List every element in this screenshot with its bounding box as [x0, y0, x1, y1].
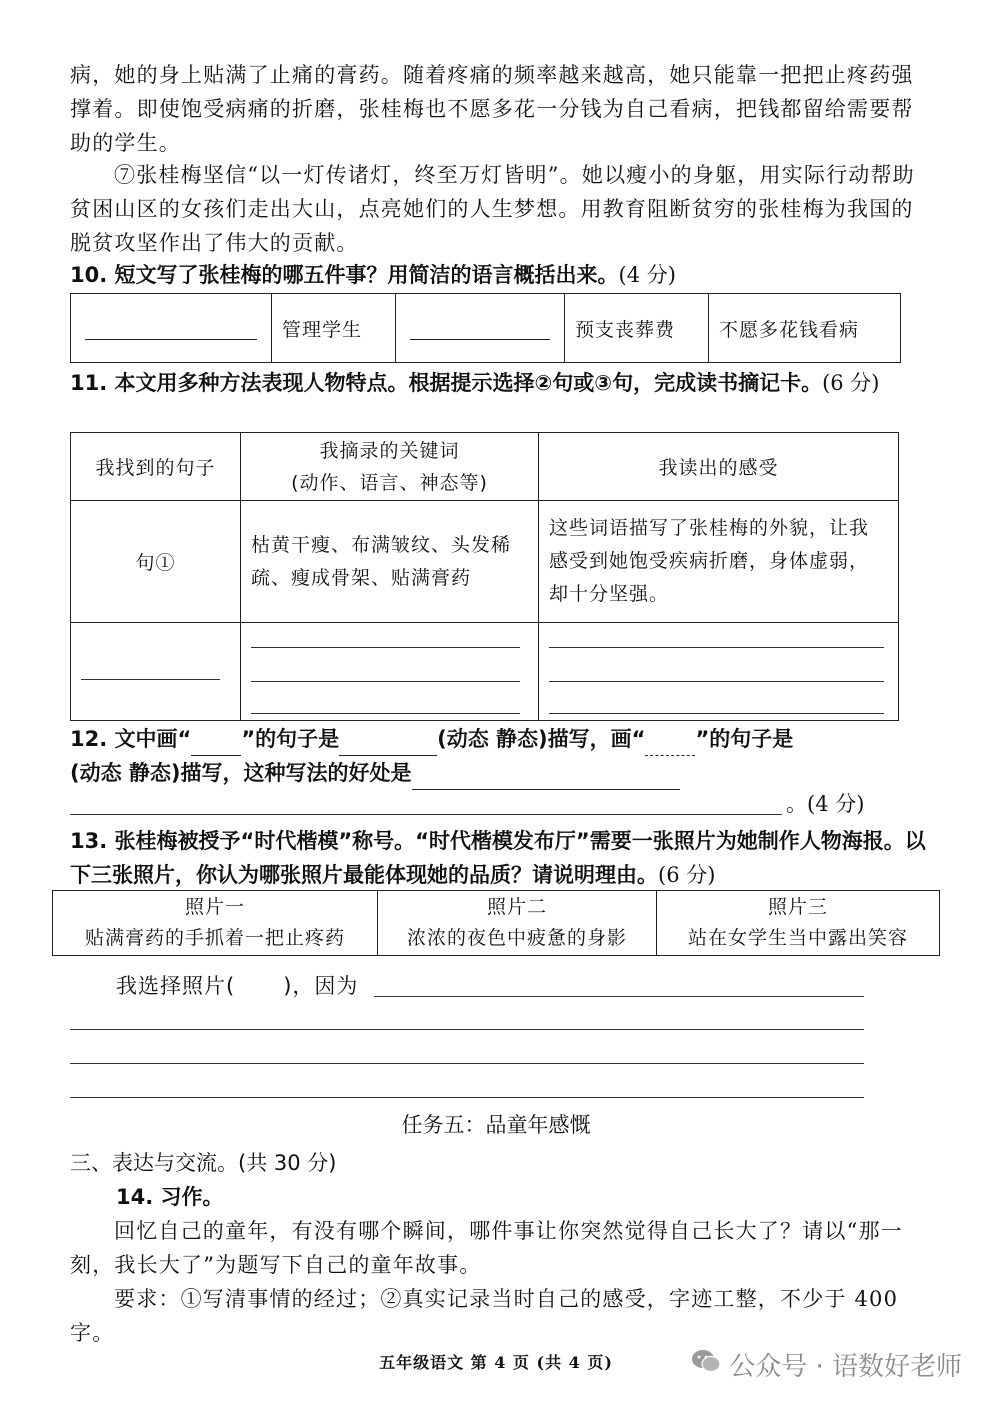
- wechat-icon: [691, 1348, 721, 1381]
- underline-mark-sample: [191, 733, 241, 756]
- question-11-text: 11. 本文用多种方法表现人物特点。根据提示选择②句或③句，完成读书摘记卡。: [70, 371, 823, 395]
- reading-card-table: [70, 432, 899, 721]
- answer-line[interactable]: [251, 681, 520, 682]
- photo-option-2[interactable]: [378, 891, 657, 956]
- watermark-text: 公众号 · 语数好老师: [729, 1352, 962, 1382]
- passage-paragraph-7: ⑦张桂梅坚信“以一灯传诸灯，终至万灯皆明”。她以瘦小的身躯，用实际行动帮助贫困山区的女孩们走出大山，点亮她们的人生梦想。用教育阻断贫穷的张桂梅为我国的脱贫攻坚作出了伟大的贡献。: [70, 163, 915, 255]
- row1-keywords: 枯黄干瘦、布满皱纹、头发稀疏、瘦成骨架、贴满膏药: [241, 501, 539, 623]
- q10-cell-4: 预支丧葬费: [565, 294, 709, 363]
- q10-cell-2: 管理学生: [272, 294, 396, 363]
- row2-keywords[interactable]: [241, 623, 539, 721]
- question-10-points: (4 分): [618, 263, 676, 287]
- essay-prompt: 回忆自己的童年，有没有哪个瞬间，哪件事让你突然觉得自己长大了？请以“那一刻，我长大了”为题写下自己的童年故事。: [70, 1219, 903, 1277]
- q12-blank-1[interactable]: [339, 733, 437, 756]
- q12-answer-line[interactable]: [70, 814, 782, 815]
- q13-answer-line[interactable]: [70, 1097, 864, 1098]
- row1-sentence: 句①: [71, 501, 241, 623]
- question-12-points: 。(4 分): [786, 792, 865, 816]
- photo-1-desc: 贴满膏药的手抓着一把止疼药: [84, 927, 345, 949]
- q10-answer-blank[interactable]: [85, 317, 257, 340]
- answer-line[interactable]: [251, 647, 520, 648]
- q10-cell-5: 不愿多花钱看病: [709, 294, 901, 363]
- answer-line[interactable]: [251, 713, 520, 714]
- photo-options-table: [52, 890, 940, 956]
- q13-answer-line[interactable]: [374, 996, 864, 997]
- answer-line[interactable]: [549, 713, 884, 714]
- question-13-text: 13. 张桂梅被授予“时代楷模”称号。“时代楷模发布厅”需要一张照片为她制作人物海报。以下三张照片，你认为哪张照片最能体现她的品质？请说明理由。: [70, 829, 926, 887]
- q12-blank-2[interactable]: [412, 767, 680, 790]
- task-5-title: 任务五：品童年感慨: [401, 1113, 591, 1137]
- header-keywords-title: 我摘录的关键词: [319, 439, 460, 462]
- photo-2-desc: 浓浓的夜色中疲惫的身影: [406, 927, 627, 949]
- question-10-text: 10. 短文写了张桂梅的哪五件事？用简洁的语言概括出来。: [70, 263, 619, 287]
- q10-table: [70, 293, 901, 363]
- photo-2-title: 照片二: [486, 896, 547, 918]
- section-3-title: 三、表达与交流。(共 30 分): [70, 1151, 337, 1175]
- header-feeling: 我读出的感受: [539, 433, 899, 501]
- photo-option-1[interactable]: [53, 891, 378, 956]
- photo-3-title: 照片三: [767, 896, 828, 918]
- watermark: [691, 1346, 962, 1383]
- q10-cell-3[interactable]: [396, 294, 565, 363]
- q10-answer-blank[interactable]: [410, 317, 550, 340]
- wavy-mark-sample: [645, 733, 695, 756]
- question-14-title: 14. 习作。: [116, 1185, 224, 1209]
- row1-feeling: 这些词语描写了张桂梅的外貌，让我感受到她饱受疾病折磨，身体虚弱，却十分坚强。: [539, 501, 899, 623]
- photo-option-3[interactable]: [657, 891, 940, 956]
- row2-sentence[interactable]: [71, 623, 241, 721]
- question-12: 12. 文中画“ ”的句子是 (动态 静态)描写，画“ ”的句子是: [70, 722, 930, 756]
- answer-line[interactable]: [81, 679, 220, 680]
- question-11-points: (6 分): [822, 371, 880, 395]
- q13-answer-line[interactable]: [70, 1029, 864, 1030]
- question-12-line2: (动态 静态)描写，这种写法的好处是: [70, 756, 930, 790]
- answer-line[interactable]: [549, 681, 884, 682]
- header-sentence: 我找到的句子: [71, 433, 241, 501]
- photo-1-title: 照片一: [184, 896, 245, 918]
- answer-line[interactable]: [549, 647, 884, 648]
- question-13-points: (6 分): [658, 863, 716, 887]
- row2-feeling[interactable]: [539, 623, 899, 721]
- q13-answer-prompt: 我选择照片( )，因为: [116, 974, 359, 998]
- photo-3-desc: 站在女学生当中露出笑容: [687, 927, 908, 949]
- q10-cell-1[interactable]: [71, 294, 272, 363]
- header-keywords-hint: (动作、语言、神态等): [291, 471, 488, 494]
- page-footer: 五年级语文 第 4 页 (共 4 页): [379, 1353, 613, 1372]
- header-keywords: [241, 433, 539, 501]
- essay-requirements: 要求：①写清事情的经过；②真实记录当时自己的感受，字迹工整，不少于 400 字。: [70, 1287, 899, 1345]
- passage-paragraph-6: 病，她的身上贴满了止痛的膏药。随着疼痛的频率越来越高，她只能靠一把把止疼药强撑着。即使饱受病痛的折磨，张桂梅也不愿多花一分钱为自己看病，把钱都留给需要帮助的学生。: [70, 63, 914, 155]
- question-13: [70, 824, 930, 892]
- question-10: [70, 258, 930, 292]
- q13-answer-line[interactable]: [70, 1063, 864, 1064]
- question-11: [70, 366, 930, 400]
